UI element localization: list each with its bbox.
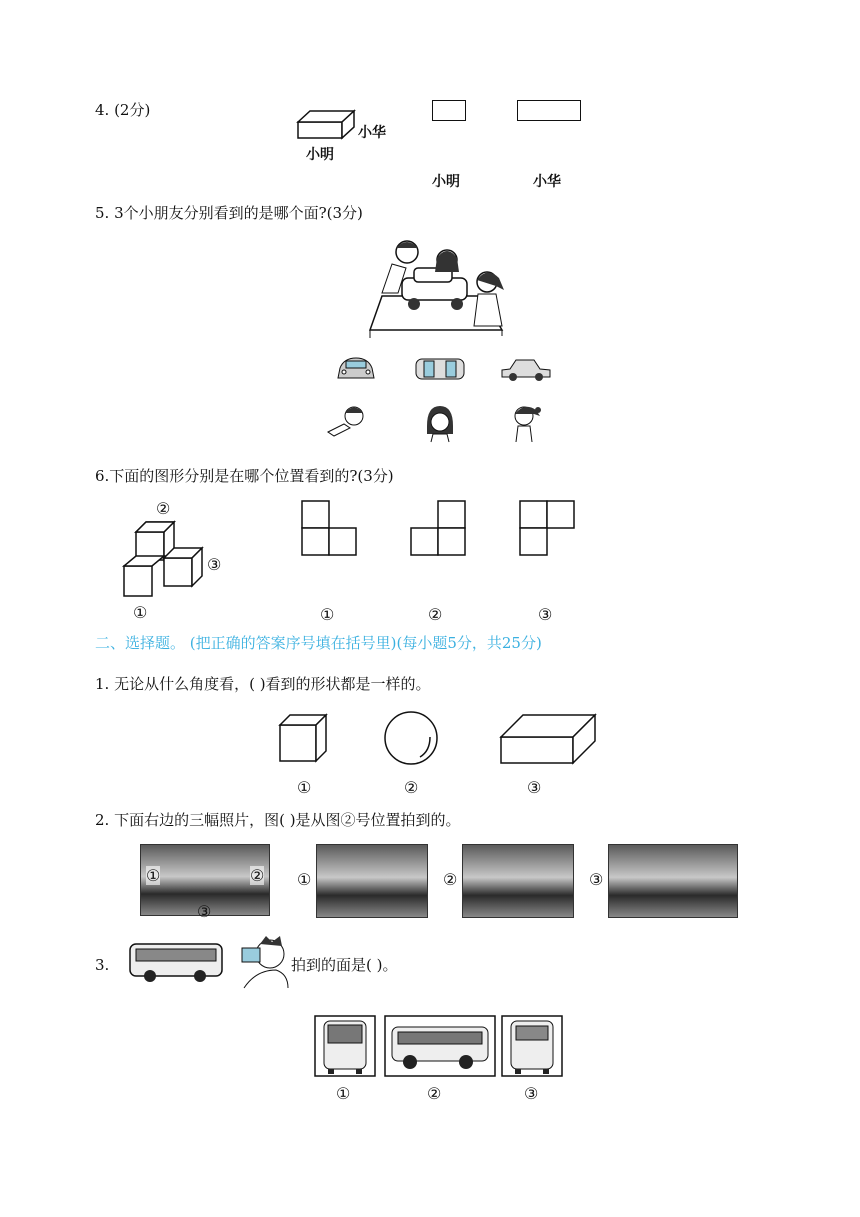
photo-mark-3: ③ [197,902,212,921]
view-square [432,100,466,121]
sphere-icon [384,711,440,767]
q6-text: 6.下面的图形分别是在哪个位置看到的?(3分) [95,467,394,485]
q5-text: 5. 3个小朋友分别看到的是哪个面?(3分) [95,204,363,222]
boy-icon [324,404,368,438]
bus-back-view [501,1015,563,1077]
girl-front-icon [423,404,457,444]
mc1-option-3: ③ [527,778,542,797]
cube-stack-figure [122,520,206,600]
photo-option-1 [316,844,428,918]
answer-xiaoming: 小明 [432,174,460,190]
view-rectangle [517,100,581,121]
cuboid-icon [499,713,599,765]
view-shape-2 [410,500,470,558]
bus-side-icon [128,940,224,984]
mc3-number: 3. [95,956,110,974]
photo-option-label-2: ② [443,870,458,889]
children-car-illustration [362,238,512,338]
photo-mark-2: ② [250,866,265,885]
photo-option-2 [462,844,574,918]
photo-option-label-3: ③ [589,870,604,889]
girl-side-icon [504,402,544,446]
photo-mark-1: ① [146,866,161,885]
mc1-option-2: ② [404,778,419,797]
car-side-view-icon [500,356,552,382]
q4-text: 4. (2分) [95,101,151,119]
mc1-option-1: ① [297,778,312,797]
mc1-text: 1. 无论从什么角度看，( )看到的形状都是一样的。 [95,675,431,693]
view-shape-3 [519,500,579,558]
bus-front-view [314,1015,376,1077]
section-2-heading: 二、选择题。 (把正确的答案序号填在括号里)(每小题5分，共25分) [95,634,542,652]
q6-option-1: ① [320,605,335,624]
mc3-option-1: ① [336,1084,351,1103]
q6-position-top: ② [156,499,171,518]
label-xiaoming: 小明 [306,147,334,163]
photo-option-label-1: ① [297,870,312,889]
mc3-text: 拍到的面是( )。 [291,956,398,974]
cuboid-figure [296,108,356,140]
answer-xiaohua: 小华 [533,174,561,190]
q6-position-left: ① [133,603,148,622]
photographer-icon [236,934,292,990]
bus-side-view [384,1015,496,1077]
q6-option-3: ③ [538,605,553,624]
mc2-text: 2. 下面右边的三幅照片，图( )是从图②号位置拍到的。 [95,811,461,829]
mc3-option-2: ② [427,1084,442,1103]
view-shape-1 [301,500,361,558]
car-front-view-icon [336,356,376,382]
mc3-option-3: ③ [524,1084,539,1103]
q6-position-right: ③ [207,555,222,574]
car-top-view-icon [414,356,466,382]
label-xiaohua: 小华 [358,125,386,141]
cube-icon [278,713,330,765]
photo-option-3 [608,844,738,918]
q6-option-2: ② [428,605,443,624]
